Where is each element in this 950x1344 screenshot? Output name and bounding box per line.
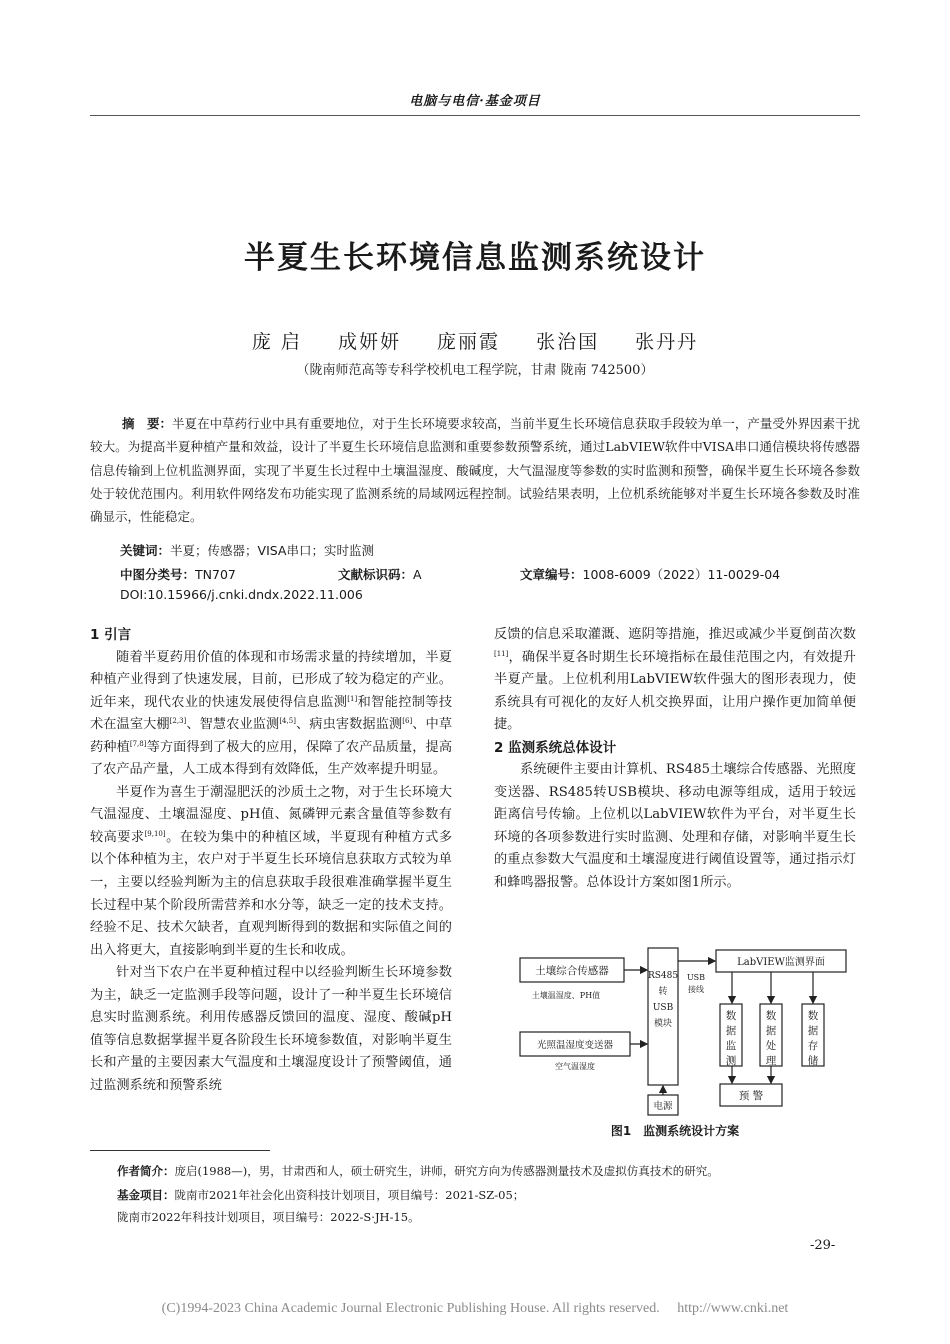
- header-rule: [90, 115, 860, 116]
- block-diagram: [508, 942, 858, 1117]
- citation[interactable]: [7,8]: [129, 739, 147, 748]
- author: 庞 启: [251, 331, 302, 353]
- abstract-label: 摘 要：: [122, 416, 173, 431]
- citation[interactable]: [11]: [494, 649, 509, 658]
- footnote-rule: [90, 1150, 270, 1151]
- affiliation: （陇南师范高等专科学校机电工程学院，甘肃 陇南 742500）: [296, 363, 654, 378]
- author-list: [90, 327, 860, 354]
- labview-label: LabVIEW监测界面: [737, 957, 825, 968]
- soil-sensor-label: 土壤综合传感器: [535, 965, 609, 977]
- author: 成妍妍: [337, 331, 401, 353]
- citation[interactable]: [9,10]: [144, 829, 166, 838]
- svg-text:处: 处: [765, 1040, 777, 1052]
- abstract: [90, 412, 860, 528]
- doc-code-label: 文献标识码：: [338, 567, 414, 582]
- light-sensor-label: 光照温湿度变送器: [536, 1040, 614, 1051]
- citation[interactable]: [1]: [347, 694, 358, 703]
- citation[interactable]: [4,5]: [279, 717, 296, 726]
- keywords-text: 半夏；传感器；VISA串口；实时监测: [170, 543, 374, 558]
- svg-text:数: 数: [725, 1010, 737, 1022]
- journal-name: 电脑与电信: [409, 94, 480, 109]
- figure-caption: 图1 监测系统设计方案: [610, 1124, 740, 1138]
- paragraph: 针对当下农户在半夏种植过程中以经验判断生长环境参数为主，缺乏一定监测手段等问题，设计了一种半夏生长环境信息实时监测系统。利用传感器反馈回的温度、湿度、酸碱pH值等信息数据掌握半夏各阶段生长环境参数值，对影响半夏生长和产量的主要因素大气温度和土壤湿度设计了预警阈值，通过监测系统和预警系统: [90, 965, 452, 1093]
- article-number: [520, 565, 780, 583]
- svg-text:转: 转: [658, 987, 668, 997]
- author: 张治国: [536, 331, 600, 353]
- paragraph: 随着半夏药用价值的体现和市场需求量的持续增加，半夏种植产业得到了快速发展，目前，已形成了较为稳定的产业。近年来，现代农业的快速发展使得信息监测[1]和智能控制等技术在温室大棚[2,3]、智慧农业监测[4,5]、病虫害数据监测[6]、中草药种植[7,8]等方面得到了极大的应用，保障了农产品质量，提高了农产品产量，人工成本得到有效降低，生产效率提升明显。: [90, 649, 453, 778]
- keywords: [120, 541, 374, 559]
- doc-code-value: A: [413, 567, 422, 582]
- funding-info-2: 陇南市2022年科技计划项目，项目编号：2022-S·JH-15。: [117, 1210, 420, 1224]
- section-heading: 1 引言: [90, 627, 132, 643]
- copyright-notice: (C)1994-2023 China Academic Journal Electronic Publishing House. All rights reserved. http://www.cnki.net: [161, 1301, 789, 1316]
- power-label: 电源: [653, 1101, 673, 1112]
- classification-label: 中图分类号：: [120, 567, 196, 582]
- classification-number: [120, 565, 236, 583]
- soil-params-label: 土壤温湿度、PH值: [531, 991, 601, 1000]
- paragraph: 系统硬件主要由计算机、RS485土壤综合传感器、光照度变送器、RS485转USB模块、移动电源等组成，适用于较远距离信号传输。上位机以LabVIEW软件为平台，对半夏生长环境的各项参数进行实时监测、处理和存储，对影响半夏生长的重点参数大气温度和土壤湿度进行阈值设置等，通过指示灯和蜂鸣器报警。总体设计方案如图1所示。: [494, 762, 856, 891]
- paragraph: 半夏作为喜生于潮湿肥沃的沙质土之物，对于生长环境大气温湿度、土壤温湿度、pH值、氮磷钾元素含量值等参数有较高要求[9,10]。在较为集中的种植区域，半夏现有种植方式多以个体种植为主，农户对于半夏生长环境信息获取方式较为单一，主要以经验判断为主的信息获取手段很难准确掌握半夏生长过程中某个阶段所需营养和水分等，缺乏一定的技术支持。经验不足、技术欠缺者，直观判断得到的数据和实际值之间的出入将更大，直接影响到半夏的生长和收成。: [90, 784, 453, 958]
- running-header: [90, 90, 860, 109]
- right-column: [494, 624, 856, 895]
- figure-1-diagram: [508, 942, 858, 1117]
- page-number: -29-: [810, 1238, 836, 1253]
- classification-value: TN707: [195, 567, 236, 582]
- svg-text:接线: 接线: [688, 985, 704, 994]
- svg-text:理: 理: [765, 1055, 777, 1067]
- rs485-module-box: [648, 948, 678, 1085]
- author: 张丹丹: [635, 331, 699, 353]
- paper-title: 半夏生长环境信息监测系统设计: [244, 240, 706, 276]
- left-column: [90, 624, 452, 1097]
- usb-link-label: USB: [686, 973, 706, 982]
- svg-text:测: 测: [725, 1055, 737, 1067]
- svg-text:USB: USB: [652, 1003, 674, 1013]
- svg-text:存: 存: [807, 1040, 819, 1052]
- section-heading: 2 监测系统总体设计: [494, 739, 617, 756]
- keywords-label: 关键词：: [120, 543, 171, 558]
- section-name: 基金项目: [484, 94, 541, 109]
- author-bio: 作者简介：庞启(1988—)，男，甘肃西和人，硕士研究生，讲师，研究方向为传感器测量技术及虚拟仿真技术的研究。: [117, 1164, 719, 1178]
- alarm-label: 预 警: [738, 1090, 764, 1102]
- svg-text:监: 监: [725, 1040, 737, 1052]
- funding-info: 基金项目：陇南市2021年社会化出资科技计划项目，项目编号：2021-SZ-05；: [117, 1188, 525, 1202]
- air-params-label: 空气温湿度: [555, 1062, 595, 1071]
- document-code: [338, 565, 422, 583]
- svg-text:据: 据: [765, 1025, 777, 1037]
- article-no-label: 文章编号：: [520, 567, 583, 582]
- header-separator: ·: [479, 94, 485, 109]
- citation[interactable]: [2,3]: [169, 717, 187, 726]
- article-no-value: 1008-6009（2022）11-0029-04: [582, 567, 781, 582]
- svg-text:数: 数: [807, 1010, 819, 1022]
- paragraph: 反馈的信息采取灌溉、遮阴等措施，推迟或减少半夏倒苗次数[11]，确保半夏各时期生长环境指标在最佳范围之内，有效提升半夏产量。上位机利用LabVIEW软件强大的图形表现力，使系统具有可视化的友好人机交换界面，让用户操作更加简单便捷。: [494, 627, 856, 733]
- svg-text:模块: 模块: [653, 1019, 673, 1029]
- author: 庞丽霞: [437, 331, 501, 353]
- svg-text:据: 据: [725, 1025, 737, 1037]
- svg-text:数: 数: [765, 1010, 777, 1022]
- rs485-label: RS485: [647, 971, 679, 981]
- svg-text:据: 据: [807, 1025, 819, 1037]
- svg-text:储: 储: [807, 1055, 819, 1067]
- citation[interactable]: [6]: [402, 717, 413, 726]
- doi-link[interactable]: DOI:10.15966/j.cnki.dndx.2022.11.006: [120, 587, 363, 602]
- abstract-text: 半夏在中草药行业中具有重要地位，对于生长环境要求较高，当前半夏生长环境信息获取手段较为单一，产量受外界因素干扰较大。为提高半夏种植产量和效益，设计了半夏生长环境信息监测和重要参数预警系统，通过LabVIEW软件中VISA串口通信模块将传感器信息传输到上位机监测界面，实现了半夏生长过程中土壤温湿度、酸碱度，大气温湿度等参数的实时监测和预警，确保半夏生长环境各参数处于较优范围内。利用软件网络发布功能实现了监测系统的局域网远程控制。试验结果表明，上位机系统能够对半夏生长环境各参数及时准确显示，性能稳定。: [90, 416, 860, 525]
